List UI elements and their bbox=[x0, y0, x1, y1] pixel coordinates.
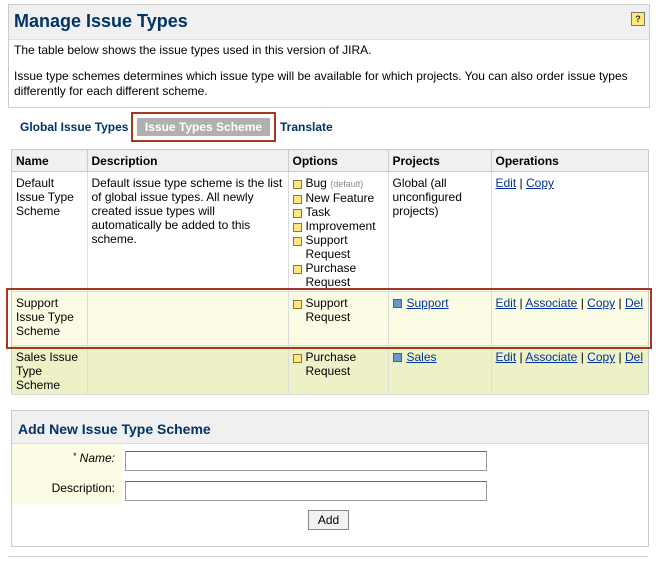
scheme-description bbox=[87, 346, 288, 395]
option-item: Task bbox=[293, 205, 384, 219]
delete-link[interactable]: Del bbox=[625, 350, 644, 364]
manage-issue-types-panel bbox=[8, 4, 650, 108]
separator: | bbox=[580, 296, 584, 310]
issue-type-icon bbox=[293, 195, 302, 204]
help-icon[interactable]: ? bbox=[631, 12, 645, 26]
scheme-projects: Global (all unconfigured projects) bbox=[388, 172, 491, 292]
option-item: New Feature bbox=[293, 191, 384, 205]
page-title: Manage Issue Types bbox=[14, 11, 188, 31]
project-link[interactable]: Support bbox=[406, 296, 449, 310]
required-mark: * bbox=[72, 451, 77, 461]
schemes-table-container bbox=[11, 149, 649, 394]
project-icon bbox=[393, 299, 402, 308]
copy-link[interactable]: Copy bbox=[587, 296, 616, 310]
scheme-options bbox=[288, 172, 388, 292]
column-header-projects: Projects bbox=[388, 150, 491, 172]
separator: | bbox=[519, 296, 523, 310]
description-input[interactable] bbox=[125, 481, 487, 501]
tab-global-issue-types[interactable]: Global Issue Types bbox=[20, 120, 129, 134]
project-icon bbox=[393, 353, 402, 362]
column-header-options: Options bbox=[288, 150, 388, 172]
associate-link[interactable]: Associate bbox=[525, 296, 578, 310]
scheme-options bbox=[288, 346, 388, 395]
option-item: Purchase Request bbox=[293, 261, 384, 289]
separator: | bbox=[618, 296, 622, 310]
add-scheme-form bbox=[11, 410, 649, 547]
issue-type-icon bbox=[293, 265, 302, 274]
edit-link[interactable]: Edit bbox=[495, 296, 517, 310]
scheme-name: Sales Issue Type Scheme bbox=[12, 346, 87, 395]
bottom-divider bbox=[8, 556, 648, 557]
option-item: Support Request bbox=[293, 296, 384, 324]
issue-type-icon bbox=[293, 237, 302, 246]
add-form-title: Add New Issue Type Scheme bbox=[18, 421, 211, 437]
separator: | bbox=[519, 176, 523, 190]
delete-link[interactable]: Del bbox=[625, 296, 644, 310]
option-item: Support Request bbox=[293, 233, 384, 261]
name-input[interactable] bbox=[125, 451, 487, 471]
issue-type-icon bbox=[293, 180, 302, 189]
tab-scheme-highlight bbox=[131, 112, 276, 142]
scheme-projects bbox=[388, 292, 491, 346]
table-header-row bbox=[12, 150, 648, 172]
separator: | bbox=[519, 350, 523, 364]
copy-link[interactable]: Copy bbox=[587, 350, 616, 364]
option-item: Purchase Request bbox=[293, 350, 384, 378]
copy-link[interactable]: Copy bbox=[526, 176, 555, 190]
scheme-options bbox=[288, 292, 388, 346]
tab-issue-types-scheme[interactable]: Issue Types Scheme bbox=[137, 118, 270, 136]
scheme-operations bbox=[491, 292, 648, 346]
option-item: Bug (default) bbox=[293, 176, 384, 191]
table-row bbox=[12, 346, 648, 395]
edit-link[interactable]: Edit bbox=[495, 350, 517, 364]
scheme-operations bbox=[491, 172, 648, 292]
issue-type-icon bbox=[293, 354, 302, 363]
issue-type-icon bbox=[293, 209, 302, 218]
separator: | bbox=[618, 350, 622, 364]
tab-translate[interactable]: Translate bbox=[280, 120, 333, 134]
schemes-table bbox=[12, 150, 648, 395]
scheme-projects bbox=[388, 346, 491, 395]
issue-type-icon bbox=[293, 300, 302, 309]
column-header-name: Name bbox=[12, 150, 87, 172]
default-tag: (default) bbox=[330, 179, 364, 189]
issue-type-icon bbox=[293, 223, 302, 232]
description-label: Description: bbox=[51, 481, 115, 495]
edit-link[interactable]: Edit bbox=[495, 176, 517, 190]
table-row bbox=[12, 172, 648, 292]
name-label: * Name: bbox=[72, 451, 115, 465]
project-link[interactable]: Sales bbox=[406, 350, 437, 364]
separator: | bbox=[580, 350, 584, 364]
column-header-description: Description bbox=[87, 150, 288, 172]
intro-text-1: The table below shows the issue types used in this version of JIRA. bbox=[14, 43, 372, 57]
scheme-operations bbox=[491, 346, 648, 395]
intro-text-2: Issue type schemes determines which issue type will be available for which projects. You can also order issue types differently for each different scheme. bbox=[14, 69, 628, 98]
option-item: Improvement bbox=[293, 219, 384, 233]
scheme-name: Default Issue Type Scheme bbox=[12, 172, 87, 292]
column-header-operations: Operations bbox=[491, 150, 648, 172]
table-row bbox=[12, 292, 648, 346]
scheme-description bbox=[87, 292, 288, 346]
panel-title-bar bbox=[9, 5, 649, 40]
add-form-title-bar bbox=[12, 411, 648, 444]
add-button[interactable]: Add bbox=[308, 510, 349, 530]
associate-link[interactable]: Associate bbox=[525, 350, 578, 364]
scheme-name: Support Issue Type Scheme bbox=[12, 292, 87, 346]
scheme-description: Default issue type scheme is the list of global issue types. All newly created issue types will automatically be added to this scheme. bbox=[87, 172, 288, 292]
